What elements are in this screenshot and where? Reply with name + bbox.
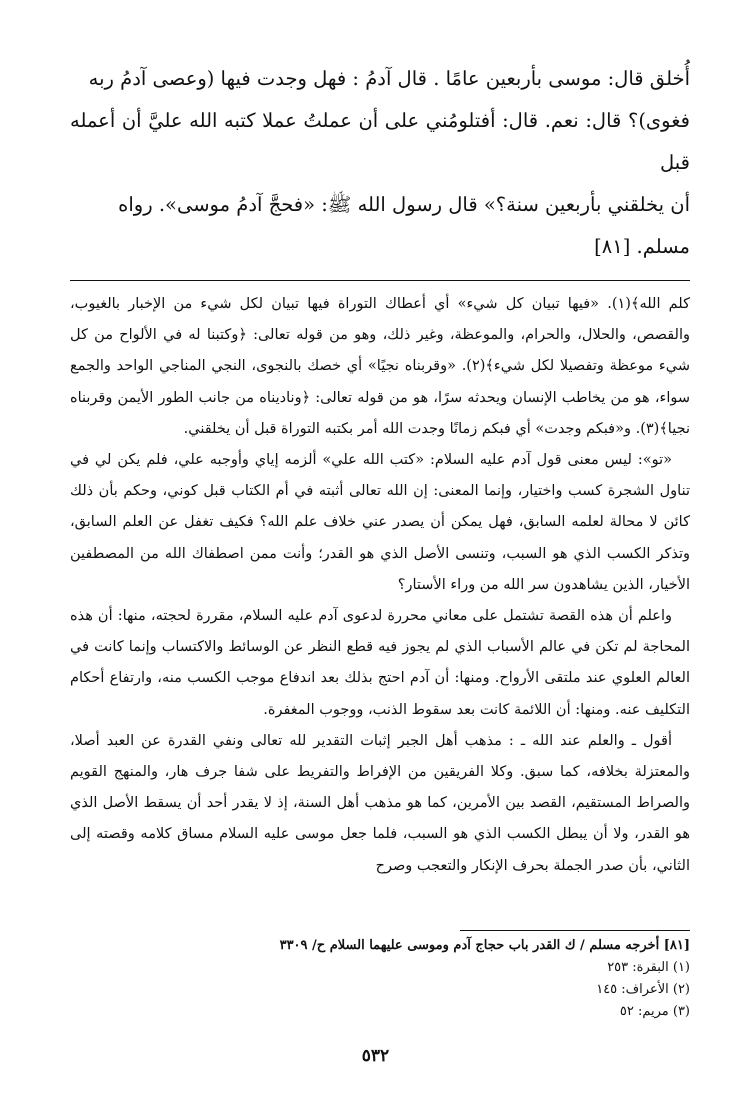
footnote-source: [٨١] أخرجه مسلم / ك القدر باب حجاج آدم وموسى عليهما السلام ح/ ٣٣٠٩ — [279, 938, 690, 953]
hadith-line: مسلم. [٨١] — [594, 235, 690, 258]
footnote-3: (٣) مريم: ٥٢ — [619, 1004, 690, 1019]
commentary — [70, 289, 690, 882]
hadith-line: أن يخلقني بأربعين سنة؟» قال رسول الله ﷺ: «فحجَّ آدمُ موسى». رواه — [118, 193, 690, 216]
footnotes — [70, 930, 690, 1023]
commentary-paragraph-1: كلم الله﴾(١). «فيها تبيان كل شيء» أي أعطاك التوراة فيها تبيان لكل شيء من الإخبار بالغيوب، والقصص، والحلال، والحرام، والموعظة، وغير ذلك، وهو من قوله تعالى: ﴿وكتبنا له في الألواح من كل شيء موعظة وتفصيلا لكل شيء﴾(٢). «وقربناه نجيًا» أي خصك بالنجوى، النجي المناجي الواحد والجمع سواء، هو من يخاطب الإنسان ويحدثه سرًا، هو من قوله تعالى: ﴿وناديناه من جانب الطور الأيمن وقربناه نجيا﴾(٣). و«فبكم وجدت» أي فبكم زمانًا وجدت الله أمر بكتبه التوراة قبل أن يخلقني. — [70, 296, 690, 437]
footnote-divider — [460, 930, 690, 931]
hadith-line: أُخلق قال: موسى بأربعين عامًا . قال آدمُ : فهل وجدت فيها (وعصى آدمُ ربه — [88, 67, 690, 90]
hadith-text — [70, 58, 690, 268]
commentary-paragraph-4: أقول ـ والعلم عند الله ـ : مذهب أهل الجبر إثبات التقدير لله تعالى ونفي القدرة عن العبد أصلا، والمعتزلة بخلافه، كما سبق. وكلا الفريقين من الإفراط والتفريط على شفا جرف هار، والمنهج القويم والصراط المستقيم، القصد بين الأمرين، كما هو مذهب أهل السنة، إذ لا يقدر أحد أن يسقط الأصل الذي هو القدر، ولا أن يبطل الكسب الذي هو السبب، فلما جعل موسى عليه السلام مساق كلامه وقصته إلى الثاني، بأن صدر الجملة بحرف الإنكار والتعجب وصرح — [70, 732, 690, 874]
footnote-1: (١) البقرة: ٢٥٣ — [607, 960, 690, 975]
hadith-line: فغوى)؟ قال: نعم. قال: أفتلومُني على أن عملتُ عملا كتبه الله عليَّ أن أعمله قبل — [70, 109, 690, 174]
section-divider — [70, 280, 690, 281]
page-number: ٥٣٢ — [361, 1046, 390, 1066]
page-body — [70, 58, 690, 882]
commentary-paragraph-2: «تو»: ليس معنى قول آدم عليه السلام: «كتب الله علي» ألزمه إياي وأوجبه علي، فلم يكن لي في تناول الشجرة كسب واختيار، وإنما المعنى: إن الله تعالى أثبته في أم الكتاب قبل كوني، وحكم بأن ذلك كائن لا محالة لعلمه السابق، فهل يمكن أن يصدر عني خلاف علم الله؟ فكيف تغفل عن العلم السابق، وتذكر الكسب الذي هو السبب، وتنسى الأصل الذي هو القدر؛ وأنت ممن اصطفاك الله من المصطفين الأخيار، الذين يشاهدون سر الله من وراء الأستار؟ — [70, 452, 690, 593]
footnote-2: (٢) الأعراف: ١٤٥ — [596, 982, 690, 997]
commentary-paragraph-3: واعلم أن هذه القصة تشتمل على معاني محررة لدعوى آدم عليه السلام، مقررة لحجته، منها: أن هذه المحاجة لم تكن في عالم الأسباب الذي لم يجوز فيه قطع النظر عن الوسائط والاكتساب وإنما كانت في العالم العلوي عند ملتقى الأرواح. ومنها: أن آدم احتج بذلك بعد اندفاع موجب الكسب منه، وارتفاع أحكام التكليف عنه. ومنها: أن اللائمة كانت بعد سقوط الذنب، ووجوب المغفرة. — [70, 608, 690, 718]
